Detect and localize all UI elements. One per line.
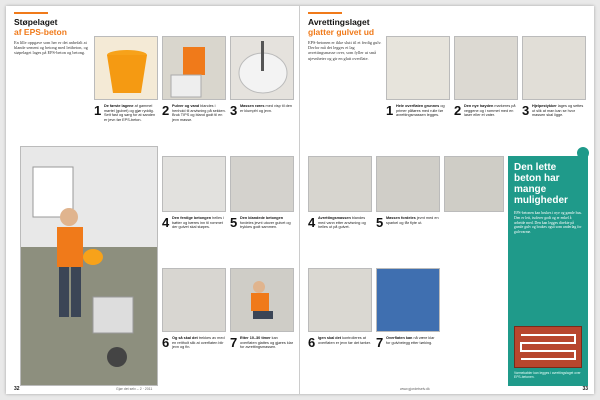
right-step-number-2: 2 <box>454 103 462 118</box>
step-text-3: med visp til den er klumpfri og jevn. <box>240 104 292 113</box>
right-step-title-1: Hele overflaten grunnes <box>396 104 440 108</box>
left-footer: Gjør det selv – 2 · 2011 <box>116 387 153 391</box>
heating-floor-photo <box>514 326 582 368</box>
photo-supports <box>522 36 586 100</box>
right-step-text-6: kontrolleres at overflaten er jevn før det tørker. <box>318 336 371 345</box>
right-title <box>308 17 388 37</box>
magazine-spread <box>6 6 594 394</box>
right-step-number-4: 4 <box>308 215 316 230</box>
right-title-accent-bar <box>308 12 342 14</box>
step-caption-1 <box>104 104 158 122</box>
step-number-2: 2 <box>162 103 170 118</box>
photo-spreading <box>230 156 294 212</box>
step-title-2: Pulver og vand <box>172 104 200 108</box>
step-text-1: af gammel mørtel (gulvet) og gjør ryddig. Sett fast og sørg for at sanden er jevn før EPS-beton. <box>104 104 156 122</box>
photo-pouring-leveler <box>376 156 440 212</box>
right-intro: EPS-betonen er ikke slutt til et ferdig gulv. Derfor må det legges et lag avrettingsmasse over, som fyller ut små ujevnheter og gir en glatt overflate. <box>308 40 382 61</box>
photo-leveling <box>162 268 226 332</box>
title-accent-bar <box>14 12 48 14</box>
step-caption-6 <box>172 336 226 350</box>
photo-smoothing <box>230 268 294 332</box>
bucket-illustration <box>95 37 158 100</box>
photo-spreading-leveler <box>444 156 504 212</box>
mixing-illustration <box>163 37 226 100</box>
tip-title: Den lette beton har mange muligheder <box>514 162 568 206</box>
right-step-caption-2 <box>464 104 518 118</box>
step-number-7: 7 <box>230 335 238 350</box>
right-step-text-4: blandes med vann etter anvisning og helles ut på gulvet. <box>318 216 366 230</box>
right-page-number: 33 <box>582 386 588 392</box>
step-caption-4 <box>172 216 226 230</box>
step-title-3: Massen røres <box>240 104 265 108</box>
worker-illustration <box>21 147 158 386</box>
photo-mixing-leveler <box>308 156 372 212</box>
step-number-3: 3 <box>230 103 238 118</box>
right-step-number-3: 3 <box>522 103 530 118</box>
right-title-line1: Avrettingslaget <box>308 17 370 27</box>
step-caption-3 <box>240 104 294 113</box>
photo-bucket <box>94 36 158 100</box>
step-caption-7 <box>240 336 294 350</box>
tip-text: EPS-betonen kan brukes i nye og gamle hus. Den er lett, isolerer godt og er enkel å arbeide med. Den kan legges direkte på gamle gulv og brukes også som underlag for gulvvarme. <box>514 211 582 235</box>
right-step-number-6: 6 <box>308 335 316 350</box>
right-step-caption-3 <box>532 104 586 118</box>
right-step-title-3: Hjelpestykker <box>532 104 557 108</box>
photo-priming <box>386 36 450 100</box>
photo-worker-wheelbarrow <box>20 146 158 386</box>
step-text-2: blandes i henhold til anvisning på sekken. Bruk TIPS og bland godt til en jevn masse. <box>172 104 226 122</box>
step-title-1: De første lagene <box>104 104 134 108</box>
right-page <box>300 6 594 394</box>
right-step-number-5: 5 <box>376 215 384 230</box>
right-step-number-7: 7 <box>376 335 384 350</box>
step-text-6: trekkes av med en rettholt slik at overflaten blir jevn og fin. <box>172 336 225 350</box>
right-step-title-6: Igen skal det <box>318 336 342 340</box>
right-step-text-3: lages og settes ut slik at man kan se hvor massen skal ligge. <box>532 104 584 118</box>
right-step-caption-5 <box>386 216 440 225</box>
left-intro: En lille oppgave som her er det anbefalt at blande sement og betong med lettbeton, og støpelaget lages på EPS-beton og betong. <box>14 40 88 56</box>
right-step-caption-6 <box>318 336 372 345</box>
right-step-text-1: og primer påføres med rulle før avrettingsmassen legges. <box>396 104 445 118</box>
right-step-text-7: nå være klar for gulvbelegg etter tørking. <box>386 336 435 345</box>
right-step-title-2: Den nye høyden <box>464 104 494 108</box>
step-caption-2 <box>172 104 226 122</box>
right-step-number-1: 1 <box>386 103 394 118</box>
left-page-number: 32 <box>14 386 20 392</box>
step-text-7: kan overflaten glattes og gjøres klar for avrettingsmassen. <box>240 336 293 350</box>
photo-pouring <box>162 156 226 212</box>
right-step-text-2: markeres på veggene og i rommet med en laser eller et vater. <box>464 104 516 118</box>
photo-checking <box>308 268 372 332</box>
photo-mixing <box>162 36 226 100</box>
left-page <box>6 6 300 394</box>
step-number-1: 1 <box>94 103 102 118</box>
left-title-line1: Støpelaget <box>14 17 58 27</box>
step-number-4: 4 <box>162 215 170 230</box>
heating-cable-illustration <box>515 327 583 369</box>
right-step-caption-7 <box>386 336 440 345</box>
photo-stirring <box>230 36 294 100</box>
right-step-text-5: jevnt med en sparkel og får flyte ut. <box>386 216 439 225</box>
step-title-7: Etter 10–30 timer <box>240 336 271 340</box>
right-title-line2: glatter gulvet ud <box>308 27 375 37</box>
step-title-6: Og så skal det <box>172 336 198 340</box>
left-title <box>14 17 94 37</box>
right-step-title-5: Massen fordeles <box>386 216 416 220</box>
step-number-5: 5 <box>230 215 238 230</box>
photo-bucket-blue <box>376 268 440 332</box>
stirring-illustration <box>231 37 294 100</box>
step-caption-5 <box>240 216 294 230</box>
tip-caption: Varmekabler kan legges i avrettingslaget over EPS-betonen. <box>514 371 581 380</box>
photo-marking <box>454 36 518 100</box>
tip-box <box>508 156 588 386</box>
right-step-title-4: Avrettingsmassen <box>318 216 351 220</box>
step-title-4: Den ferdige betongen <box>172 216 212 220</box>
right-step-caption-1 <box>396 104 450 118</box>
step-text-5: fordeles jevnt utover gulvet og trykkes godt sammen. <box>240 220 291 230</box>
step-text-4: helles i bøtter og bæres inn til rommet der gulvet skal støpes. <box>172 216 224 230</box>
right-step-caption-4 <box>318 216 372 230</box>
right-footer: www.gjordetselv.dk <box>400 387 430 391</box>
step-title-5: Den blandede betongen <box>240 216 284 220</box>
kneeling-worker-illustration <box>231 269 294 332</box>
right-step-title-7: Overflaten kan <box>386 336 413 340</box>
step-number-6: 6 <box>162 335 170 350</box>
left-title-line2: af EPS-beton <box>14 27 67 37</box>
